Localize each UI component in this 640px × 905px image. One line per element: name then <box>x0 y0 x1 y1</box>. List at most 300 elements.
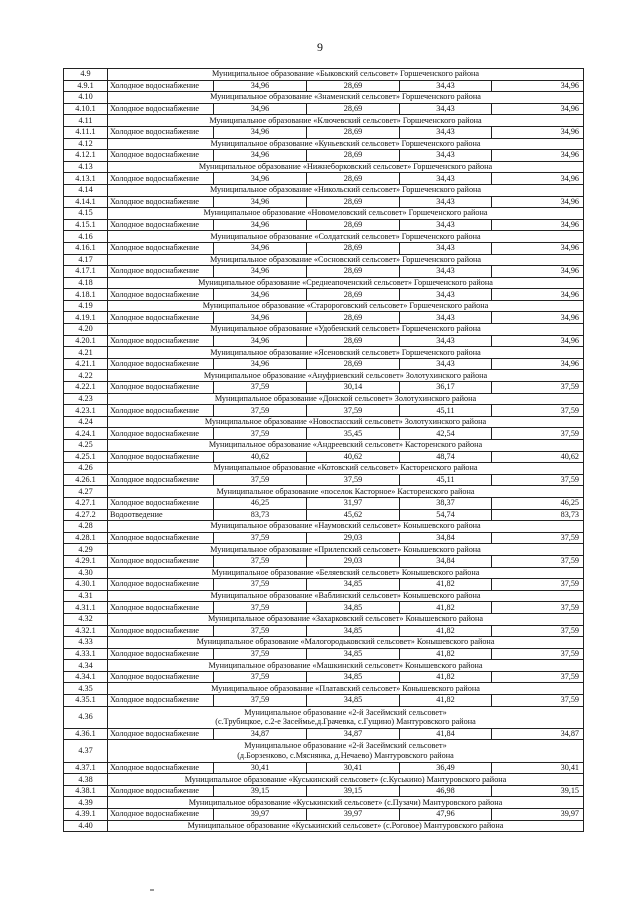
tariff-value: 34,85 <box>307 648 400 660</box>
row-number: 4.10.1 <box>64 103 108 115</box>
municipality-row <box>64 161 584 173</box>
municipality-name: Муниципальное образование «Ключевский сельсовет» Горшеченского района <box>108 115 584 127</box>
service-name: Холодное водоснабжение <box>108 242 214 254</box>
municipality-name: Муниципальное образование «Новомеловский сельсовет» Горшеченского района <box>108 208 584 220</box>
row-number: 4.10 <box>64 92 108 104</box>
tariff-value: 37,59 <box>307 474 400 486</box>
row-number: 4.38 <box>64 774 108 786</box>
tariff-value: 34,96 <box>492 358 584 370</box>
tariff-value: 30,41 <box>214 762 307 774</box>
tariff-value: 37,59 <box>492 555 584 567</box>
municipality-row <box>64 254 584 266</box>
service-row <box>64 648 584 660</box>
tariff-value: 28,69 <box>307 103 400 115</box>
row-number: 4.23.1 <box>64 405 108 417</box>
service-row <box>64 428 584 440</box>
tariff-table <box>63 68 584 832</box>
service-row <box>64 451 584 463</box>
tariff-value: 37,59 <box>492 625 584 637</box>
municipality-name: Муниципальное образование «Платавский сельсовет» Конышевского района <box>108 683 584 695</box>
row-number: 4.30 <box>64 567 108 579</box>
tariff-value: 46,98 <box>400 785 492 797</box>
municipality-name: Муниципальное образование «Куськинский сельсовет» (с.Пузачи) Мантуровского района <box>108 797 584 809</box>
service-row <box>64 266 584 278</box>
municipality-name: Муниципальное образование «Куськинский сельсовет» (с.Роговое) Мантуровского района <box>108 820 584 832</box>
service-name: Холодное водоснабжение <box>108 809 214 821</box>
row-number: 4.25.1 <box>64 451 108 463</box>
municipality-row <box>64 277 584 289</box>
tariff-value: 45,62 <box>307 509 400 521</box>
municipality-row <box>64 544 584 556</box>
municipality-name <box>108 706 584 728</box>
tariff-value: 39,97 <box>214 809 307 821</box>
row-number: 4.16.1 <box>64 242 108 254</box>
tariff-value: 30,41 <box>492 762 584 774</box>
municipality-name-line: (д.Борзенково, с.Мяснянка, д.Нечаево) Мантуровского района <box>237 751 454 761</box>
tariff-value: 34,43 <box>400 173 492 185</box>
municipality-row <box>64 300 584 312</box>
municipality-name: Муниципальное образование «Знаменский сельсовет» Горшеченского района <box>108 92 584 104</box>
municipality-name: Муниципальное образование «Прилепский сельсовет» Конышевского района <box>108 544 584 556</box>
row-number: 4.36.1 <box>64 728 108 740</box>
municipality-row <box>64 590 584 602</box>
service-name: Холодное водоснабжение <box>108 497 214 509</box>
municipality-row <box>64 486 584 498</box>
row-number: 4.32 <box>64 613 108 625</box>
municipality-name-line: Муниципальное образование «2-й Засеймский сельсовет» <box>244 707 447 717</box>
tariff-value: 83,73 <box>492 509 584 521</box>
tariff-value: 34,96 <box>492 103 584 115</box>
municipality-row <box>64 393 584 405</box>
tariff-value: 46,25 <box>214 497 307 509</box>
service-row <box>64 335 584 347</box>
tariff-value: 42,54 <box>400 428 492 440</box>
municipality-name-line: Муниципальное образование «2-й Засеймский сельсовет» <box>244 741 447 751</box>
service-row <box>64 405 584 417</box>
tariff-value: 46,25 <box>492 497 584 509</box>
municipality-name-line: (с.Трубицкое, с.2-е Засеймье,д.Грачевка, с.Гущино) Мантуровского района <box>215 717 476 727</box>
tariff-value: 37,59 <box>307 405 400 417</box>
municipality-row <box>64 440 584 452</box>
tariff-value: 41,82 <box>400 602 492 614</box>
service-row <box>64 80 584 92</box>
row-number: 4.20.1 <box>64 335 108 347</box>
tariff-value: 34,96 <box>492 173 584 185</box>
municipality-name: Муниципальное образование «Беляевский сельсовет» Конышевского района <box>108 567 584 579</box>
tariff-value: 34,96 <box>214 358 307 370</box>
tariff-value: 41,82 <box>400 625 492 637</box>
tariff-value: 34,96 <box>492 312 584 324</box>
service-row <box>64 312 584 324</box>
row-number: 4.18.1 <box>64 289 108 301</box>
service-name: Холодное водоснабжение <box>108 266 214 278</box>
tariff-value: 36,17 <box>400 382 492 394</box>
row-number: 4.11.1 <box>64 126 108 138</box>
service-name: Холодное водоснабжение <box>108 428 214 440</box>
row-number: 4.28.1 <box>64 532 108 544</box>
row-number: 4.35.1 <box>64 695 108 707</box>
municipality-name: Муниципальное образование «Быковский сельсовет» Горшеченского района <box>108 69 584 81</box>
service-row <box>64 695 584 707</box>
row-number: 4.24 <box>64 416 108 428</box>
service-name: Холодное водоснабжение <box>108 405 214 417</box>
municipality-name: Муниципальное образование «Наумовский сельсовет» Конышевского района <box>108 521 584 533</box>
tariff-value: 34,84 <box>400 532 492 544</box>
municipality-name: Муниципальное образование «Ясеновский сельсовет» Горшеченского района <box>108 347 584 359</box>
service-row <box>64 103 584 115</box>
row-number: 4.30.1 <box>64 579 108 591</box>
tariff-value: 37,59 <box>214 602 307 614</box>
municipality-name: Муниципальное образование «Ануфриевский сельсовет» Золотухинского района <box>108 370 584 382</box>
row-number: 4.28 <box>64 521 108 533</box>
service-row <box>64 382 584 394</box>
row-number: 4.39.1 <box>64 809 108 821</box>
row-number: 4.36 <box>64 706 108 728</box>
tariff-value: 34,43 <box>400 358 492 370</box>
tariff-value: 34,96 <box>214 289 307 301</box>
service-name: Холодное водоснабжение <box>108 785 214 797</box>
tariff-value: 36,49 <box>400 762 492 774</box>
tariff-value: 34,43 <box>400 335 492 347</box>
service-name: Холодное водоснабжение <box>108 648 214 660</box>
service-name: Холодное водоснабжение <box>108 219 214 231</box>
tariff-value: 41,82 <box>400 695 492 707</box>
row-number: 4.25 <box>64 440 108 452</box>
tariff-value: 28,69 <box>307 173 400 185</box>
tariff-value: 37,59 <box>214 532 307 544</box>
municipality-row <box>64 231 584 243</box>
service-row <box>64 509 584 521</box>
municipality-name: Муниципальное образование «Малогородьковский сельсовет» Конышевского района <box>108 637 584 649</box>
service-name: Холодное водоснабжение <box>108 474 214 486</box>
tariff-value: 34,85 <box>307 579 400 591</box>
row-number: 4.27 <box>64 486 108 498</box>
tariff-value: 28,69 <box>307 266 400 278</box>
tariff-value: 34,84 <box>400 555 492 567</box>
tariff-value: 45,11 <box>400 405 492 417</box>
municipality-row <box>64 370 584 382</box>
tariff-value: 34,96 <box>214 103 307 115</box>
row-number: 4.11 <box>64 115 108 127</box>
municipality-row <box>64 660 584 672</box>
tariff-value: 34,43 <box>400 196 492 208</box>
row-number: 4.19 <box>64 300 108 312</box>
tariff-value: 28,69 <box>307 312 400 324</box>
tariff-value: 41,84 <box>400 728 492 740</box>
tariff-value: 37,59 <box>492 648 584 660</box>
service-row <box>64 126 584 138</box>
tariff-value: 45,11 <box>400 474 492 486</box>
service-row <box>64 785 584 797</box>
service-name: Холодное водоснабжение <box>108 335 214 347</box>
service-name: Холодное водоснабжение <box>108 695 214 707</box>
tariff-value: 28,69 <box>307 358 400 370</box>
tariff-value: 37,59 <box>492 695 584 707</box>
tariff-value: 28,69 <box>307 219 400 231</box>
row-number: 4.22.1 <box>64 382 108 394</box>
service-name: Холодное водоснабжение <box>108 579 214 591</box>
tariff-value: 28,69 <box>307 289 400 301</box>
service-name: Холодное водоснабжение <box>108 532 214 544</box>
service-name: Холодное водоснабжение <box>108 602 214 614</box>
tariff-value: 41,82 <box>400 648 492 660</box>
row-number: 4.19.1 <box>64 312 108 324</box>
tariff-value: 28,69 <box>307 126 400 138</box>
row-number: 4.38.1 <box>64 785 108 797</box>
scan-mark <box>150 889 154 891</box>
tariff-value: 34,87 <box>214 728 307 740</box>
tariff-value: 34,96 <box>214 173 307 185</box>
row-number: 4.18 <box>64 277 108 289</box>
tariff-value: 39,97 <box>492 809 584 821</box>
service-row <box>64 602 584 614</box>
tariff-value: 34,96 <box>214 126 307 138</box>
service-name: Холодное водоснабжение <box>108 728 214 740</box>
municipality-name: Муниципальное образование «Удобенский сельсовет» Горшеченского района <box>108 324 584 336</box>
tariff-value: 40,62 <box>307 451 400 463</box>
service-name: Холодное водоснабжение <box>108 312 214 324</box>
service-row <box>64 762 584 774</box>
service-name: Холодное водоснабжение <box>108 289 214 301</box>
tariff-value: 34,96 <box>492 335 584 347</box>
tariff-value: 34,96 <box>492 219 584 231</box>
tariff-value: 28,69 <box>307 335 400 347</box>
municipality-row <box>64 69 584 81</box>
tariff-value: 28,69 <box>307 242 400 254</box>
tariff-value: 37,59 <box>214 625 307 637</box>
municipality-row <box>64 324 584 336</box>
service-row <box>64 150 584 162</box>
municipality-row <box>64 463 584 475</box>
tariff-value: 34,85 <box>307 625 400 637</box>
municipality-name: Муниципальное образование «Захарковский сельсовет» Конышевского района <box>108 613 584 625</box>
tariff-value: 37,59 <box>492 428 584 440</box>
row-number: 4.26 <box>64 463 108 475</box>
service-name: Холодное водоснабжение <box>108 451 214 463</box>
row-number: 4.26.1 <box>64 474 108 486</box>
row-number: 4.16 <box>64 231 108 243</box>
service-row <box>64 242 584 254</box>
row-number: 4.23 <box>64 393 108 405</box>
service-name: Холодное водоснабжение <box>108 103 214 115</box>
tariff-value: 28,69 <box>307 150 400 162</box>
tariff-value: 37,59 <box>492 382 584 394</box>
municipality-name: Муниципальное образование «Машкинский сельсовет» Конышевского района <box>108 660 584 672</box>
row-number: 4.33.1 <box>64 648 108 660</box>
tariff-value: 37,59 <box>214 382 307 394</box>
tariff-value: 34,96 <box>214 335 307 347</box>
municipality-name: Муниципальное образование «поселок Касторное» Касторенского района <box>108 486 584 498</box>
service-row <box>64 474 584 486</box>
tariff-value: 37,59 <box>492 579 584 591</box>
municipality-row <box>64 774 584 786</box>
row-number: 4.34 <box>64 660 108 672</box>
tariff-value: 34,96 <box>214 312 307 324</box>
tariff-value: 34,85 <box>307 695 400 707</box>
row-number: 4.17 <box>64 254 108 266</box>
municipality-name: Муниципальное образование «Солдатский сельсовет» Горшеченского района <box>108 231 584 243</box>
row-number: 4.40 <box>64 820 108 832</box>
row-number: 4.15 <box>64 208 108 220</box>
municipality-row <box>64 637 584 649</box>
tariff-value: 37,59 <box>214 648 307 660</box>
tariff-value: 34,43 <box>400 150 492 162</box>
row-number: 4.37.1 <box>64 762 108 774</box>
tariff-value: 39,15 <box>492 785 584 797</box>
municipality-name: Муниципальное образование «Котовский сельсовет» Касторенского района <box>108 463 584 475</box>
tariff-value: 34,43 <box>400 312 492 324</box>
service-name: Холодное водоснабжение <box>108 358 214 370</box>
tariff-value: 30,14 <box>307 382 400 394</box>
service-row <box>64 671 584 683</box>
tariff-value: 47,96 <box>400 809 492 821</box>
row-number: 4.15.1 <box>64 219 108 231</box>
municipality-row <box>64 567 584 579</box>
tariff-value: 28,69 <box>307 196 400 208</box>
tariff-value: 34,96 <box>492 80 584 92</box>
municipality-row <box>64 613 584 625</box>
tariff-value: 30,41 <box>307 762 400 774</box>
service-row <box>64 579 584 591</box>
page-number: 9 <box>317 40 323 54</box>
municipality-row <box>64 740 584 762</box>
municipality-name: Муниципальное образование «Куськинский сельсовет» (с.Куськино) Мантуровского района <box>108 774 584 786</box>
service-name: Холодное водоснабжение <box>108 671 214 683</box>
tariff-value: 40,62 <box>214 451 307 463</box>
tariff-value: 37,59 <box>214 428 307 440</box>
tariff-value: 34,96 <box>214 242 307 254</box>
service-row <box>64 219 584 231</box>
tariff-value: 37,59 <box>492 474 584 486</box>
tariff-value: 34,96 <box>492 242 584 254</box>
service-name: Холодное водоснабжение <box>108 126 214 138</box>
municipality-row <box>64 184 584 196</box>
row-number: 4.9 <box>64 69 108 81</box>
tariff-value: 34,43 <box>400 219 492 231</box>
tariff-value: 34,96 <box>492 150 584 162</box>
municipality-name: Муниципальное образование «Старороговский сельсовет» Горшеченского района <box>108 300 584 312</box>
service-row <box>64 532 584 544</box>
row-number: 4.31 <box>64 590 108 602</box>
municipality-row <box>64 797 584 809</box>
row-number: 4.27.1 <box>64 497 108 509</box>
row-number: 4.29.1 <box>64 555 108 567</box>
tariff-value: 34,87 <box>307 728 400 740</box>
tariff-value: 34,43 <box>400 242 492 254</box>
tariff-value: 37,59 <box>214 405 307 417</box>
municipality-row <box>64 820 584 832</box>
municipality-row <box>64 138 584 150</box>
service-name: Водоотведение <box>108 509 214 521</box>
row-number: 4.9.1 <box>64 80 108 92</box>
municipality-name: Муниципальное образование «Среднеапоченский сельсовет» Горшеченского района <box>108 277 584 289</box>
row-number: 4.20 <box>64 324 108 336</box>
tariff-value: 37,59 <box>492 532 584 544</box>
tariff-value: 34,96 <box>492 266 584 278</box>
tariff-value: 29,03 <box>307 555 400 567</box>
municipality-row <box>64 208 584 220</box>
row-number: 4.39 <box>64 797 108 809</box>
tariff-value: 37,59 <box>214 579 307 591</box>
service-name: Холодное водоснабжение <box>108 555 214 567</box>
tariff-value: 34,96 <box>492 126 584 138</box>
row-number: 4.13.1 <box>64 173 108 185</box>
service-name: Холодное водоснабжение <box>108 173 214 185</box>
tariff-value: 39,97 <box>307 809 400 821</box>
service-row <box>64 289 584 301</box>
tariff-value: 34,96 <box>214 196 307 208</box>
municipality-name: Муниципальное образование «Сосновский сельсовет» Горшеченского района <box>108 254 584 266</box>
row-number: 4.33 <box>64 637 108 649</box>
municipality-name: Муниципальное образование «Новоспасский сельсовет» Золотухинского района <box>108 416 584 428</box>
service-name: Холодное водоснабжение <box>108 625 214 637</box>
row-number: 4.27.2 <box>64 509 108 521</box>
municipality-row <box>64 521 584 533</box>
service-name: Холодное водоснабжение <box>108 196 214 208</box>
row-number: 4.22 <box>64 370 108 382</box>
tariff-value: 28,69 <box>307 80 400 92</box>
tariff-value: 37,59 <box>492 602 584 614</box>
municipality-name <box>108 740 584 762</box>
municipality-name: Муниципальное образование «Никольский сельсовет» Горшеченского района <box>108 184 584 196</box>
service-row <box>64 173 584 185</box>
tariff-value: 41,82 <box>400 579 492 591</box>
tariff-value: 54,74 <box>400 509 492 521</box>
tariff-value: 34,43 <box>400 289 492 301</box>
row-number: 4.13 <box>64 161 108 173</box>
row-number: 4.29 <box>64 544 108 556</box>
row-number: 4.37 <box>64 740 108 762</box>
row-number: 4.14 <box>64 184 108 196</box>
tariff-value: 34,96 <box>492 289 584 301</box>
municipality-row <box>64 706 584 728</box>
tariff-value: 37,59 <box>492 405 584 417</box>
row-number: 4.24.1 <box>64 428 108 440</box>
tariff-value: 34,96 <box>214 80 307 92</box>
row-number: 4.12 <box>64 138 108 150</box>
tariff-value: 41,82 <box>400 671 492 683</box>
tariff-value: 37,59 <box>214 555 307 567</box>
service-name: Холодное водоснабжение <box>108 382 214 394</box>
tariff-value: 37,59 <box>214 474 307 486</box>
row-number: 4.17.1 <box>64 266 108 278</box>
service-row <box>64 555 584 567</box>
service-row <box>64 358 584 370</box>
row-number: 4.21.1 <box>64 358 108 370</box>
tariff-value: 34,85 <box>307 671 400 683</box>
row-number: 4.14.1 <box>64 196 108 208</box>
service-name: Холодное водоснабжение <box>108 762 214 774</box>
tariff-value: 37,59 <box>214 671 307 683</box>
service-row <box>64 809 584 821</box>
municipality-name: Муниципальное образование «Куньевский сельсовет» Горшеченского района <box>108 138 584 150</box>
row-number: 4.31.1 <box>64 602 108 614</box>
municipality-row <box>64 347 584 359</box>
municipality-name: Муниципальное образование «Нижнеборковский сельсовет» Горшеченского района <box>108 161 584 173</box>
service-row <box>64 625 584 637</box>
municipality-name: Муниципальное образование «Донской сельсовет» Золотухинского района <box>108 393 584 405</box>
row-number: 4.12.1 <box>64 150 108 162</box>
tariff-value: 39,15 <box>214 785 307 797</box>
tariff-value: 39,15 <box>307 785 400 797</box>
municipality-row <box>64 92 584 104</box>
tariff-value: 34,96 <box>214 150 307 162</box>
tariff-value: 34,96 <box>492 196 584 208</box>
row-number: 4.32.1 <box>64 625 108 637</box>
tariff-value: 37,59 <box>214 695 307 707</box>
tariff-value: 34,43 <box>400 126 492 138</box>
tariff-value: 35,45 <box>307 428 400 440</box>
